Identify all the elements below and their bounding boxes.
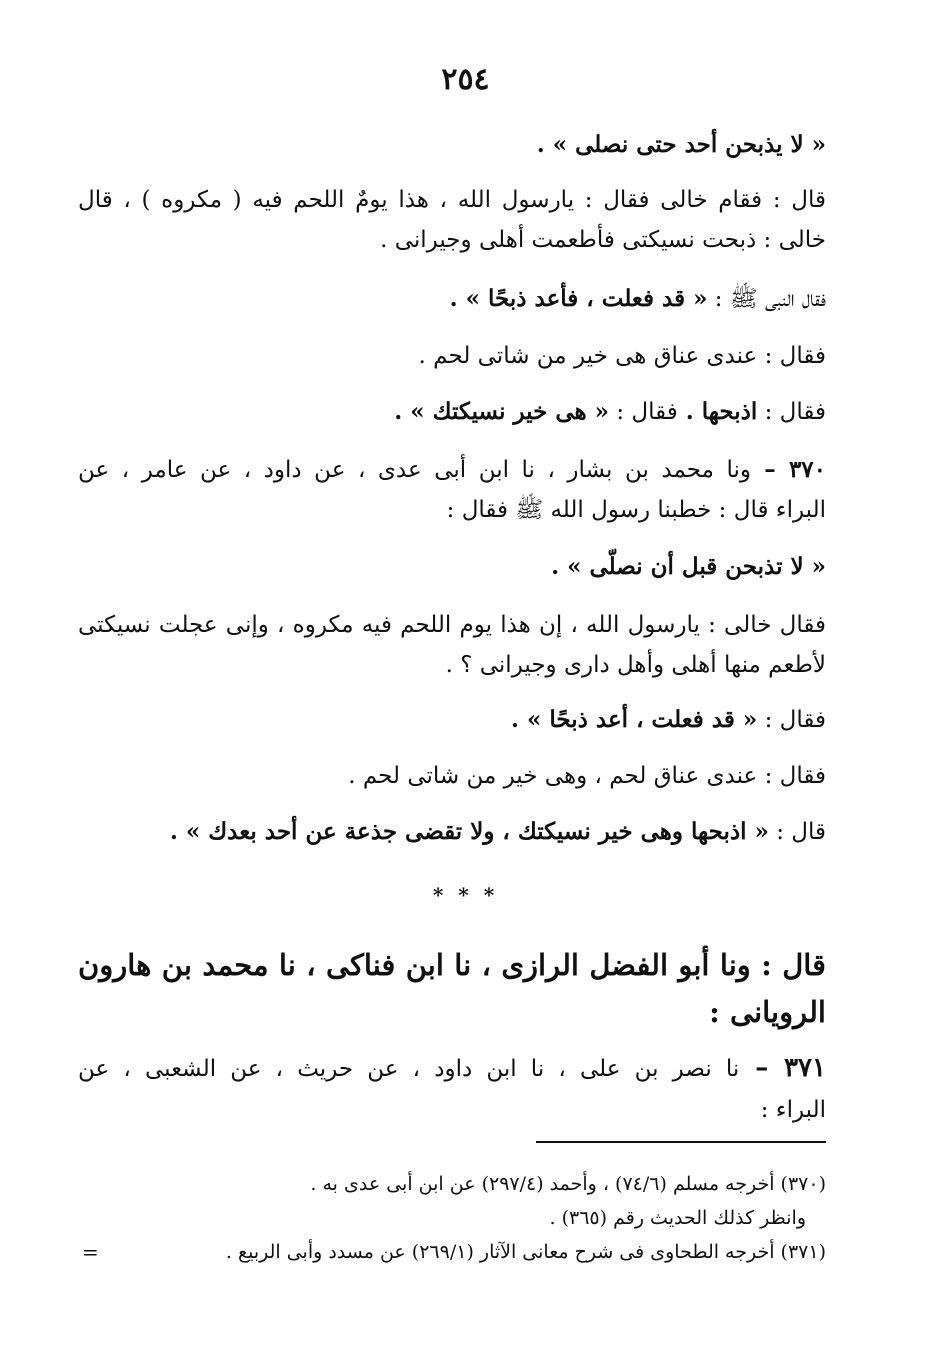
text-segment: فقال : <box>757 399 826 425</box>
section-heading: الرويانى : <box>709 995 826 1029</box>
footnote-divider <box>536 1141 826 1143</box>
hadith-371-line <box>78 1050 826 1087</box>
text-line <box>450 281 826 317</box>
quote-segment: « اذبحها وهى خير نسيكتك ، ولا تقضى جذعة عن أحد بعدك » . <box>169 818 769 845</box>
footnote: (٣٧٠) أخرجه مسلم (٧٤/٦) ، وأحمد (٢٩٧/٤) عن ابن أبى عدى به . <box>310 1173 826 1195</box>
text-line: فقال : عندى عناق لحم ، وهى خير من شاتى لحم . <box>348 763 826 789</box>
section-heading: قال : ونا أبو الفضل الرازى ، نا ابن فناكى ، نا محمد بن هارون <box>78 948 826 982</box>
text-line: لأطعم منها أهلى وأهل دارى وجيرانى ؟ . <box>445 652 826 678</box>
text-line <box>394 394 826 430</box>
text-segment: ونا محمد بن بشار ، نا ابن أبى عدى ، عن داود ، عن عامر ، عن <box>78 457 751 483</box>
quote-segment: « هى خير نسيكتك » . <box>394 398 610 425</box>
text-segment: فقال النبى ﷺ : <box>707 286 826 312</box>
continuation-mark: = <box>82 1240 99 1264</box>
text-line <box>170 814 826 850</box>
section-separator: * * * <box>432 883 499 907</box>
text-line: فقال خالى : يارسول الله ، إن هذا يوم اللحم فيه مكروه ، وإنى عجلت نسيكتى <box>78 612 826 638</box>
quote-segment: « قد فعلت ، أعد ذبحًا » . <box>510 706 758 733</box>
text-line: خالى : ذبحت نسيكتى فأطعمت أهلى وجيرانى . <box>380 227 826 253</box>
text-segment: فقال : <box>757 707 826 733</box>
footnote: (٣٧١) أخرجه الطحاوى فى شرح معانى الآثار (٢٦٩/١) عن مسدد وأبى الربيع . <box>225 1241 826 1263</box>
text-line: قال : فقام خالى فقال : يارسول الله ، هذا يومٌ اللحم فيه ( مكروه ) ، قال <box>78 187 826 213</box>
text-segment: نا نصر بن على ، نا ابن داود ، عن حريث ، عن الشعبى ، عن <box>78 1056 740 1082</box>
hadith-number: ٣٧١ – <box>739 1053 826 1083</box>
quote-segment: اذبحها . <box>677 398 758 425</box>
text-line: البراء قال : خطبنا رسول الله ﷺ فقال : <box>446 497 826 523</box>
text-segment: قال : <box>768 819 826 845</box>
quote-segment: « قد فعلت ، فأعد ذبحًا » . <box>449 285 708 312</box>
text-line: البراء : <box>760 1097 826 1123</box>
hadith-quote-line: « لا تذبحن قبل أن نصلّى » . <box>551 553 826 580</box>
hadith-quote-line: « لا يذبحن أحد حتى نصلى » . <box>536 131 826 158</box>
text-segment: فقال : <box>609 399 678 425</box>
footnote: وانظر كذلك الحديث رقم (٣٦٥) . <box>549 1207 806 1229</box>
hadith-370-line <box>78 452 826 488</box>
text-line: فقال : عندى عناق هى خير من شاتى لحم . <box>418 343 826 369</box>
hadith-number: ٣٧٠ – <box>751 456 827 483</box>
text-line <box>511 702 826 738</box>
page-number: ٢٥٤ <box>441 62 490 97</box>
